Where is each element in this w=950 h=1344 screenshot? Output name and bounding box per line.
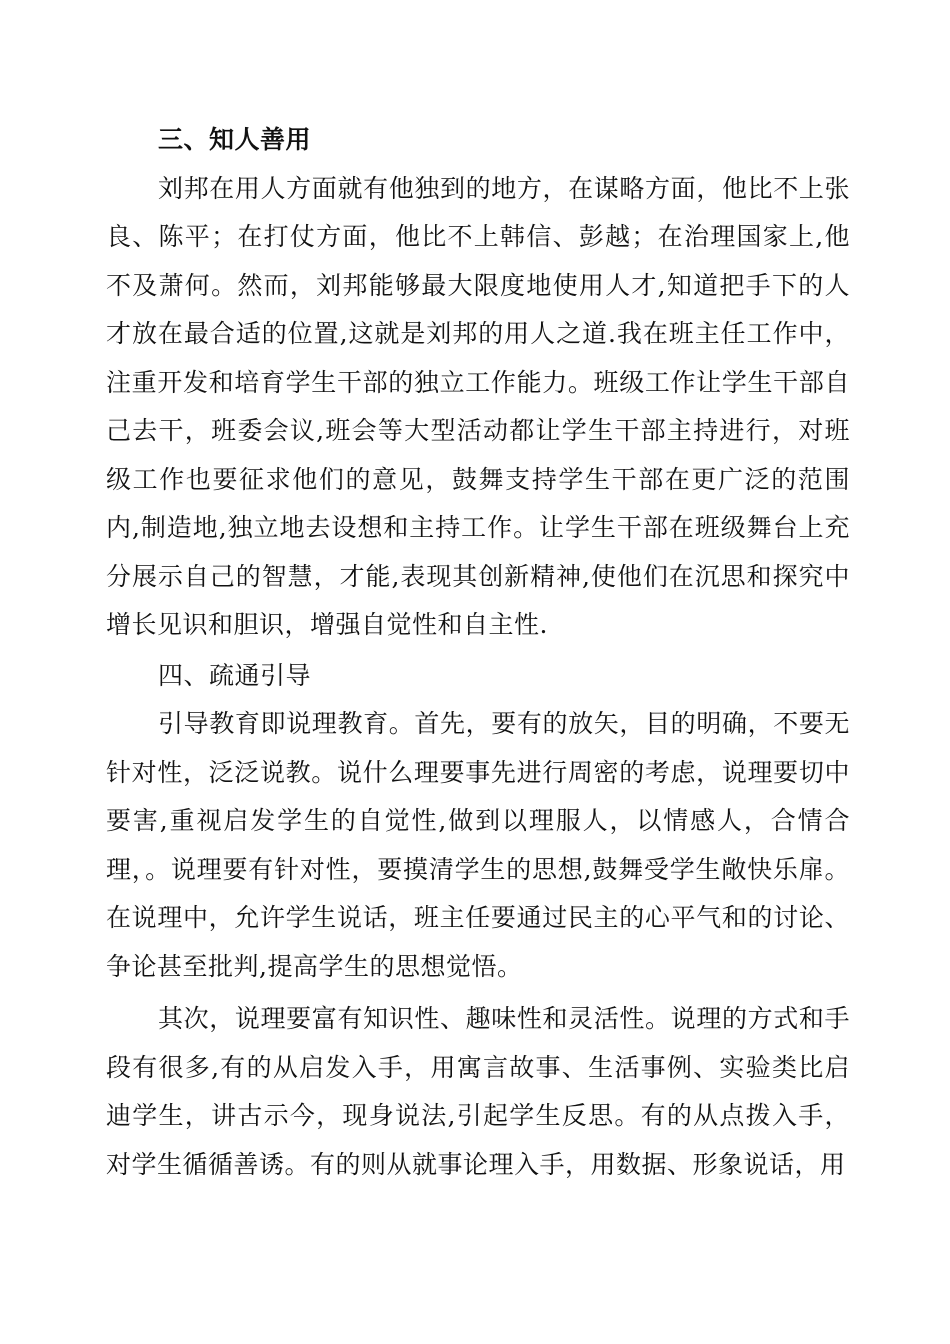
section-heading-3: 三、知人善用 [158,125,312,154]
document-body [106,116,850,1189]
section-4-paragraph-2: 其次，说理要富有知识性、趣味性和灵活性。说理的方式和手段有很多,有的从启发入手，用寓言故事、生活事例、实验类比启迪学生，讲古示今，现身说法,引起学生反思。有的从点拨入手，对学生循循善诱。有的则从就事论理入手，用数据、形象说话，用 [106,1004,850,1179]
section-heading-4: 四、疏通引导 [158,660,312,690]
section-3-paragraph: 刘邦在用人方面就有他独到的地方，在谋略方面，他比不上张良、陈平；在打仗方面，他比不上韩信、彭越；在治理国家上,他不及萧何。然而，刘邦能够最大限度地使用人才,知道把手下的人才放在最合适的位置,这就是刘邦的用人之道.我在班主任工作中，注重开发和培育学生干部的独立工作能力。班级工作让学生干部自己去干，班委会议,班会等大型活动都让学生干部主持进行，对班级工作也要征求他们的意见，鼓舞支持学生干部在更广泛的范围内,制造地,独立地去设想和主持工作。让学生干部在班级舞台上充分展示自己的智慧，才能,表现其创新精神,使他们在沉思和探究中增长见识和胆识，增强自觉性和自主性. [106,173,850,639]
section-4-paragraph-1: 引导教育即说理教育。首先，要有的放矢，目的明确，不要无针对性，泛泛说教。说什么理要事先进行周密的考虑，说理要切中要害,重视启发学生的自觉性,做到以理服人，以情感人，合情合理，。说理要有针对性，要摸清学生的思想,鼓舞受学生敞快乐扉。在说理中，允许学生说话，班主任要通过民主的心平气和的讨论、争论甚至批判,提高学生的思想觉悟。 [106,709,850,981]
